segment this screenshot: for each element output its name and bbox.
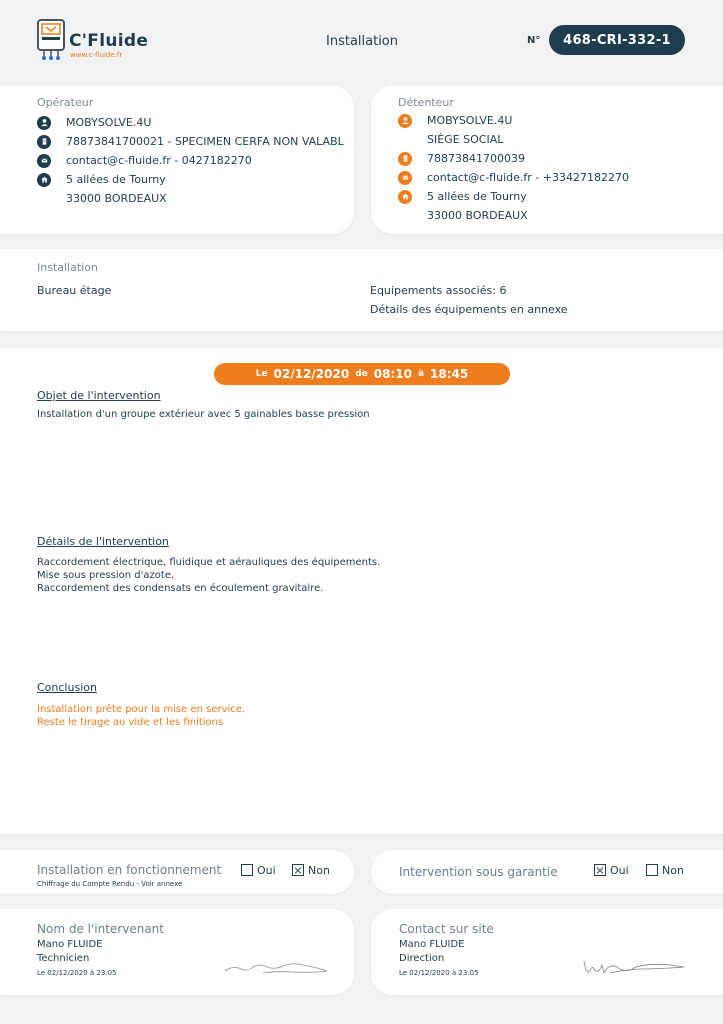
logo-url: www.c-fluide.fr <box>70 51 123 59</box>
technician-card <box>0 909 354 995</box>
home-icon <box>37 173 51 187</box>
holder-contact-row <box>398 168 629 187</box>
checkbox-icon[interactable] <box>646 864 658 876</box>
warranty-oui-option[interactable] <box>594 864 629 877</box>
end-time: 18:45 <box>430 367 469 381</box>
conclusion-line: Reste le tirage au vide et les finitions <box>37 717 224 728</box>
site-contact-role: Direction <box>399 953 445 964</box>
running-status-card <box>0 850 354 894</box>
intervention-date-banner <box>214 363 510 385</box>
operator-contact-row <box>37 151 344 170</box>
details-line: Mise sous pression d'azote. <box>37 570 175 581</box>
warranty-status-card <box>371 850 723 894</box>
technician-date: Le 02/12/2020 à 23:05 <box>37 969 117 977</box>
checkbox-icon[interactable] <box>292 864 304 876</box>
installation-title: Installation <box>37 261 98 274</box>
running-non-option[interactable] <box>292 864 330 877</box>
conclusion-line: Installation prête pour la mise en service. <box>37 704 246 715</box>
site-contact-signature <box>580 955 690 981</box>
intervention-card <box>0 348 723 834</box>
technician-signature <box>223 957 333 979</box>
operator-siret-row <box>37 132 344 151</box>
operator-siret: 78873841700021 - SPECIMEN CERFA NON VALABL <box>66 135 344 148</box>
conclusion-title: Conclusion <box>37 681 97 694</box>
operator-name-row <box>37 113 344 132</box>
date-prefix: Le <box>255 369 268 379</box>
start-time: 08:10 <box>373 367 412 381</box>
header <box>0 0 723 70</box>
operator-contact: contact@c-fluide.fr - 0427182270 <box>66 154 252 167</box>
logo-name: C'Fluide <box>69 31 149 51</box>
mail-icon <box>37 154 51 168</box>
running-non-label: Non <box>308 864 330 877</box>
operator-address-line2: 33000 BORDEAUX <box>66 192 167 205</box>
warranty-label: Intervention sous garantie <box>399 865 558 879</box>
holder-contact: contact@c-fluide.fr - +33427182270 <box>427 171 629 184</box>
warranty-oui-label: Oui <box>610 864 629 877</box>
page-title: Installation <box>326 34 399 49</box>
holder-address-line1: 5 allées de Tourny <box>427 190 527 203</box>
holder-name-row <box>398 111 629 130</box>
running-label: Installation en fonctionnement <box>37 863 222 877</box>
user-icon <box>37 116 51 130</box>
operator-card <box>0 86 354 234</box>
home-icon <box>398 190 412 204</box>
site-contact-card <box>371 909 723 995</box>
mail-icon <box>398 171 412 185</box>
operator-address-line1: 5 allées de Tourny <box>66 173 166 186</box>
document-number: 468-CRI-332-1 <box>563 32 671 48</box>
number-label: N° <box>527 35 541 46</box>
installation-equipments-note: Détails des équipements en annexe <box>370 303 568 316</box>
details-title: Détails de l'intervention <box>37 535 169 548</box>
conclusion-text <box>37 703 245 729</box>
installation-equipments: Equipements associés: 6 <box>370 284 507 297</box>
running-oui-option[interactable] <box>241 864 276 877</box>
building-icon <box>37 135 51 149</box>
running-sub: Chiffrage du Compte Rendu - Voir annexe <box>37 880 183 888</box>
site-contact-name: Mano FLUIDE <box>399 939 465 950</box>
holder-site: SIÈGE SOCIAL <box>427 133 504 146</box>
running-oui-label: Oui <box>257 864 276 877</box>
details-line: Raccordement des condensats en écoulement gravitaire. <box>37 583 324 594</box>
from-label: de <box>355 369 368 379</box>
user-icon <box>398 114 412 128</box>
checkbox-icon[interactable] <box>241 864 253 876</box>
holder-siret-row <box>398 149 629 168</box>
holder-card <box>371 86 723 234</box>
operator-name: MOBYSOLVE.4U <box>66 116 152 129</box>
warranty-non-option[interactable] <box>646 864 684 877</box>
site-contact-date: Le 02/12/2020 à 23:05 <box>399 969 479 977</box>
holder-siret: 78873841700039 <box>427 152 525 165</box>
operator-address-row <box>37 170 344 189</box>
to-label: à <box>417 369 425 379</box>
logo <box>35 17 155 63</box>
document-number-badge <box>549 25 685 55</box>
installation-name: Bureau étage <box>37 284 112 297</box>
details-text <box>37 556 380 595</box>
object-title: Objet de l'intervention <box>37 389 161 402</box>
details-line: Raccordement électrique, fluidique et aérauliques des équipements. <box>37 557 381 568</box>
warranty-non-label: Non <box>662 864 684 877</box>
intervention-date: 02/12/2020 <box>273 367 350 381</box>
holder-title: Détenteur <box>398 96 454 109</box>
holder-address-row <box>398 187 629 206</box>
checkbox-icon[interactable] <box>594 864 606 876</box>
site-contact-title: Contact sur site <box>399 922 494 936</box>
technician-title: Nom de l'intervenant <box>37 922 164 936</box>
technician-name: Mano FLUIDE <box>37 939 103 950</box>
logo-icon <box>35 17 69 63</box>
installation-card <box>0 249 723 331</box>
technician-role: Technicien <box>37 953 90 964</box>
object-text: Installation d'un groupe extérieur avec 5 gainables basse pression <box>37 409 370 420</box>
building-icon <box>398 152 412 166</box>
holder-name: MOBYSOLVE.4U <box>427 114 513 127</box>
holder-address-line2: 33000 BORDEAUX <box>427 209 528 222</box>
operator-title: Opérateur <box>37 96 94 109</box>
